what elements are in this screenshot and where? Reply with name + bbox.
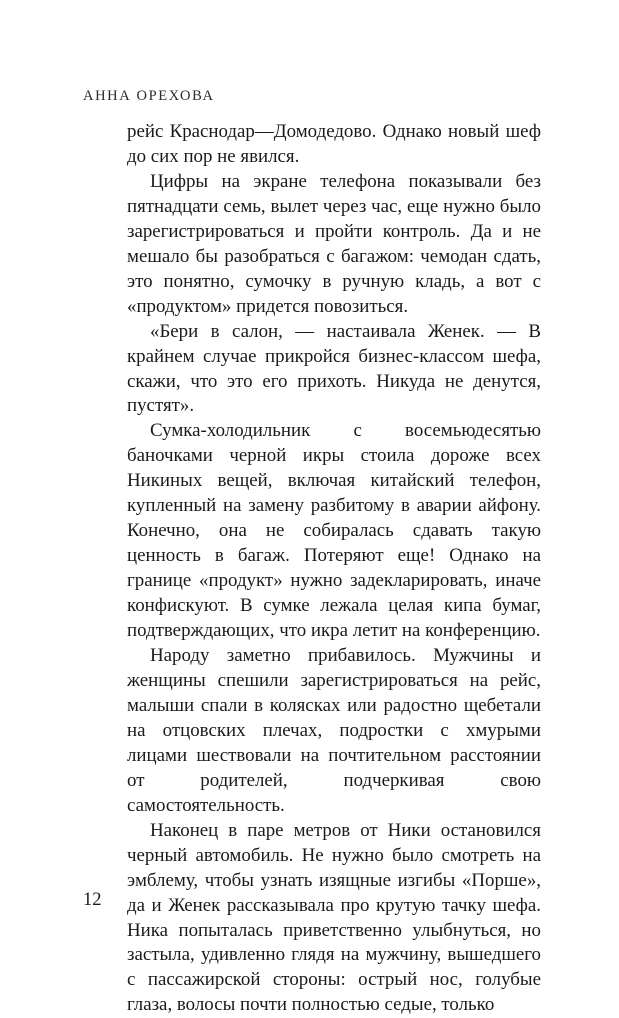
paragraph-5: Народу заметно прибавилось. Мужчины и женщины спешили зарегистрироваться на рейс, малыши спали в колясках или радостно щебетали на отцовских плечах, подростки с хмурыми лицами шествовали на почтительном расстоянии от родителей, подчеркивая свою самостоятельность.	[127, 645, 541, 816]
paragraph-4: Сумка-холодильник с восемьюдесятью баночками черной икры стоила дороже всех Никиных вещей, включая китайский телефон, купленный на замену разбитому в аварии айфону. Конечно, она не собиралась сдавать такую ценность в багаж. Потеряют еще! Однако на границе «продукт» нужно задекларировать, иначе конфискуют. В сумке лежала целая кипа бумаг, подтверждающих, что икра летит на конференцию.	[127, 420, 541, 642]
paragraph-2: Цифры на экране телефона показывали без пятнадцати семь, вылет через час, еще нужно было зарегистрироваться и пройти контроль. Да и не мешало бы разобраться с багажом: чемодан сдать, это понятно, сумочку в ручную кладь, а вот с «продуктом» придется повозиться.	[127, 170, 541, 317]
running-head: АННА ОРЕХОВА	[83, 88, 215, 104]
page-number: 12	[83, 890, 102, 910]
body-text	[127, 120, 541, 1018]
paragraph-3: «Бери в салон, — настаивала Женек. — В крайнем случае прикройся бизнес-классом шефа, скажи, что это его прихоть. Никуда не денутся, пустят».	[127, 320, 541, 417]
paragraph-1: рейс Краснодар—Домодедово. Однако новый шеф до сих пор не явился.	[127, 121, 541, 167]
paragraph-6: Наконец в паре метров от Ники остановился черный автомобиль. Не нужно было смотреть на эмблему, чтобы узнать изящные изгибы «Порше», да и Женек рассказывала про крутую тачку шефа. Ника попыталась приветственно улыбнуться, но застыла, удивленно глядя на мужчину, вышедшего с пассажирской стороны: острый нос, голубые глаза, волосы почти полностью седые, только	[127, 819, 541, 1016]
